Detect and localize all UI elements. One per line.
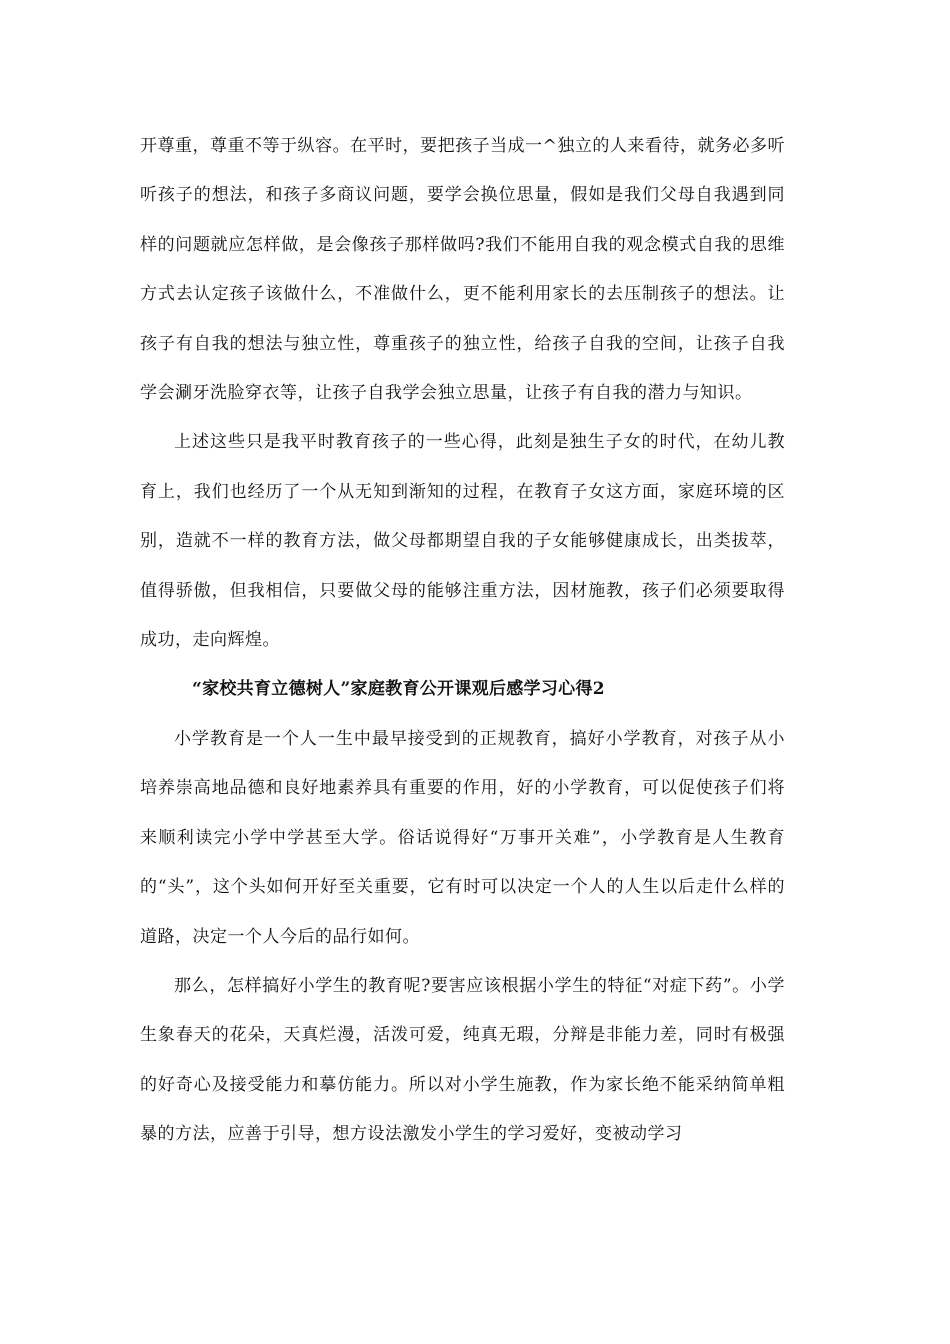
section-heading: “家校共育立德树人”家庭教育公开课观后感学习心得2 xyxy=(192,679,605,700)
paragraph-primary-education: 小学教育是一个人一生中最早接受到的正规教育，搞好小学教育，对孩子从小培养崇高地品德和良好地素养具有重要的作用，好的小学教育，可以促使孩子们将来顺利读完小学中学甚至大学。俗话说得好“万事开关难”，小学教育是人生教育的“头”，这个头如何开好至关重要，它有时可以决定一个人的人生以后走什么样的道路，决定一个人今后的品行如何。 xyxy=(140,728,785,947)
paragraph-summary: 上述这些只是我平时教育孩子的一些心得，此刻是独生子女的时代，在幼儿教育上，我们也经历了一个从无知到渐知的过程，在教育子女这方面，家庭环境的区别，造就不一样的教育方法，做父母都期望自我的子女能够健康成长，出类拔萃，值得骄傲，但我相信，只要做父母的能够注重方法，因材施教，孩子们必须要取得成功，走向辉煌。 xyxy=(140,432,785,651)
paragraph-how-to-educate: 那么，怎样搞好小学生的教育呢?要害应该根据小学生的特征“对症下药”。小学生象春天的花朵，天真烂漫，活泼可爱，纯真无瑕，分辩是非能力差，同时有极强的好奇心及接受能力和摹仿能力。所以对小学生施教，作为家长绝不能采纳简单粗暴的方法，应善于引导，想方设法激发小学生的学习爱好，变被动学习 xyxy=(140,975,785,1145)
document-body xyxy=(140,122,785,1160)
paragraph-continued: 开尊重，尊重不等于纵容。在平时，要把孩子当成一^独立的人来看待，就务必多听听孩子的想法，和孩子多商议问题，要学会换位思量，假如是我们父母自我遇到同样的问题就应怎样做，是会像孩子那样做吗?我们不能用自我的观念模式自我的思维方式去认定孩子该做什么，不准做什么，更不能利用家长的去压制孩子的想法。让孩子有自我的想法与独立性，尊重孩子的独立性，给孩子自我的空间，让孩子自我学会涮牙洗脸穿衣等，让孩子自我学会独立思量，让孩子有自我的潜力与知识。 xyxy=(140,136,785,404)
